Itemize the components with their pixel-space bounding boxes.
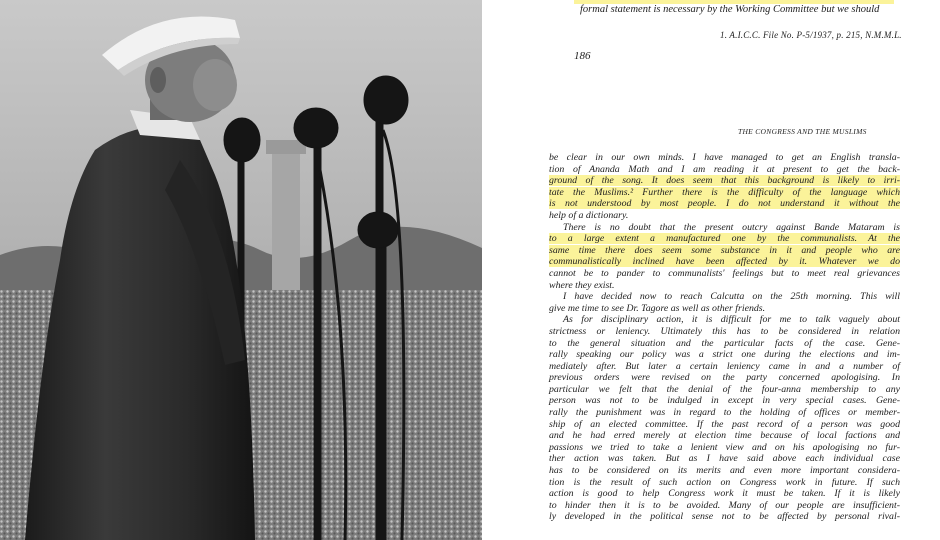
highlighted-text: is not understood by most people. I do not understand it without the <box>549 198 900 210</box>
line-text: be clear in our own minds. I have managed to get an English transla- <box>549 152 900 163</box>
text-line <box>549 314 900 326</box>
line-text: ship of an elected committee. If the past record of a person was good <box>549 418 900 430</box>
text-line <box>549 303 900 315</box>
text-line <box>549 245 900 257</box>
line-text: particular we felt that the denial of the four-anna membership to any <box>549 383 900 395</box>
text-line <box>549 222 900 234</box>
letter-body-text <box>549 152 900 523</box>
text-line <box>549 465 900 477</box>
previous-page-last-line: formal statement is necessary by the Working Committee but we should <box>580 4 880 15</box>
text-line <box>549 349 900 361</box>
line-text: tion is the result of such action on Congress work in future. If such <box>549 476 900 488</box>
text-line <box>549 291 900 303</box>
text-line <box>549 430 900 442</box>
text-line <box>549 511 900 523</box>
text-line <box>549 326 900 338</box>
line-text: passions we tried to take a lenient view and on his apologising no fur- <box>549 441 900 453</box>
text-line <box>549 210 900 222</box>
text-line <box>549 280 900 292</box>
text-line <box>549 453 900 465</box>
highlighted-text: ground of the song. It does seem that this background is likely to irri- <box>549 175 900 187</box>
text-line <box>549 338 900 350</box>
line-text: give me time to see Dr. Tagore as well as other friends. <box>549 302 766 314</box>
text-line <box>549 152 900 164</box>
text-line <box>549 198 900 210</box>
line-text: ther action was taken. But as I have said above each individual case <box>549 453 900 465</box>
text-line <box>549 395 900 407</box>
highlighted-text: to a large extent a manufactured one by the communalists. At the <box>549 233 900 245</box>
line-text: to hinder then it is to be avoided. Many of our people are insufficient- <box>549 499 900 511</box>
line-text: where they exist. <box>549 279 615 291</box>
text-line <box>549 256 900 268</box>
running-head: THE CONGRESS AND THE MUSLIMS <box>738 127 867 136</box>
line-text: has to be considered on its merits and even more important considera- <box>549 465 900 477</box>
page-number: 186 <box>574 50 591 62</box>
text-line <box>549 233 900 245</box>
line-text: ly developed in the political sense not to be affected by personal rival- <box>549 511 900 523</box>
line-text: person was not to be indulged in except in very special cases. Gene- <box>549 395 900 407</box>
line-text: to the general situation and the particular facts of the case. Gene- <box>549 337 900 349</box>
line-text: rally the punishment was in regard to the holding of offices or member- <box>549 407 900 419</box>
text-line <box>549 407 900 419</box>
footnote: 1. A.I.C.C. File No. P-5/1937, p. 215, N.M.M.L. <box>720 30 902 40</box>
text-line <box>549 419 900 431</box>
text-line <box>549 488 900 500</box>
highlighted-text: tate the Muslims.² Further there is the difficulty of the language which <box>549 186 900 198</box>
text-line <box>549 500 900 512</box>
text-line <box>549 164 900 176</box>
text-line <box>549 442 900 454</box>
text-line <box>549 372 900 384</box>
text-line <box>549 175 900 187</box>
text-line <box>549 384 900 396</box>
highlighted-text: communalistically inclined have been affected by it. Whatever we do <box>549 256 900 268</box>
line-text: strictness or leniency. Ultimately this has to be considered in relation <box>549 325 900 337</box>
document-page <box>490 0 940 540</box>
line-text: cannot be to pander to communalists' feelings but to meet real grievances <box>549 267 900 279</box>
line-text: action is good to help Congress work it must be taken. If it is likely <box>549 488 900 500</box>
text-line <box>549 477 900 489</box>
line-text: rally speaking our policy was a strict one during the elections and im- <box>549 349 900 361</box>
line-text: As for disciplinary action, it is difficult for me to talk vaguely about <box>563 314 900 326</box>
line-text: and he had erred merely at election time because of local factions and <box>549 430 900 442</box>
line-text: I have decided now to reach Calcutta on the 25th morning. This will <box>563 291 900 303</box>
line-text: help of a dictionary. <box>549 209 629 221</box>
line-text: tion of Ananda Math and I am reading it at present to get the back- <box>549 163 900 175</box>
line-text: previous orders were revised on the party concerned apologising. In <box>549 372 900 384</box>
line-text: There is no doubt that the present outcry against Bande Mataram is <box>563 221 900 233</box>
text-line <box>549 187 900 199</box>
line-text: mediately after. But later a certain leniency came in and a number of <box>549 360 900 372</box>
highlighted-text: same time there does seem some substance in it and people who are <box>549 244 900 256</box>
text-line <box>549 268 900 280</box>
text-line <box>549 361 900 373</box>
